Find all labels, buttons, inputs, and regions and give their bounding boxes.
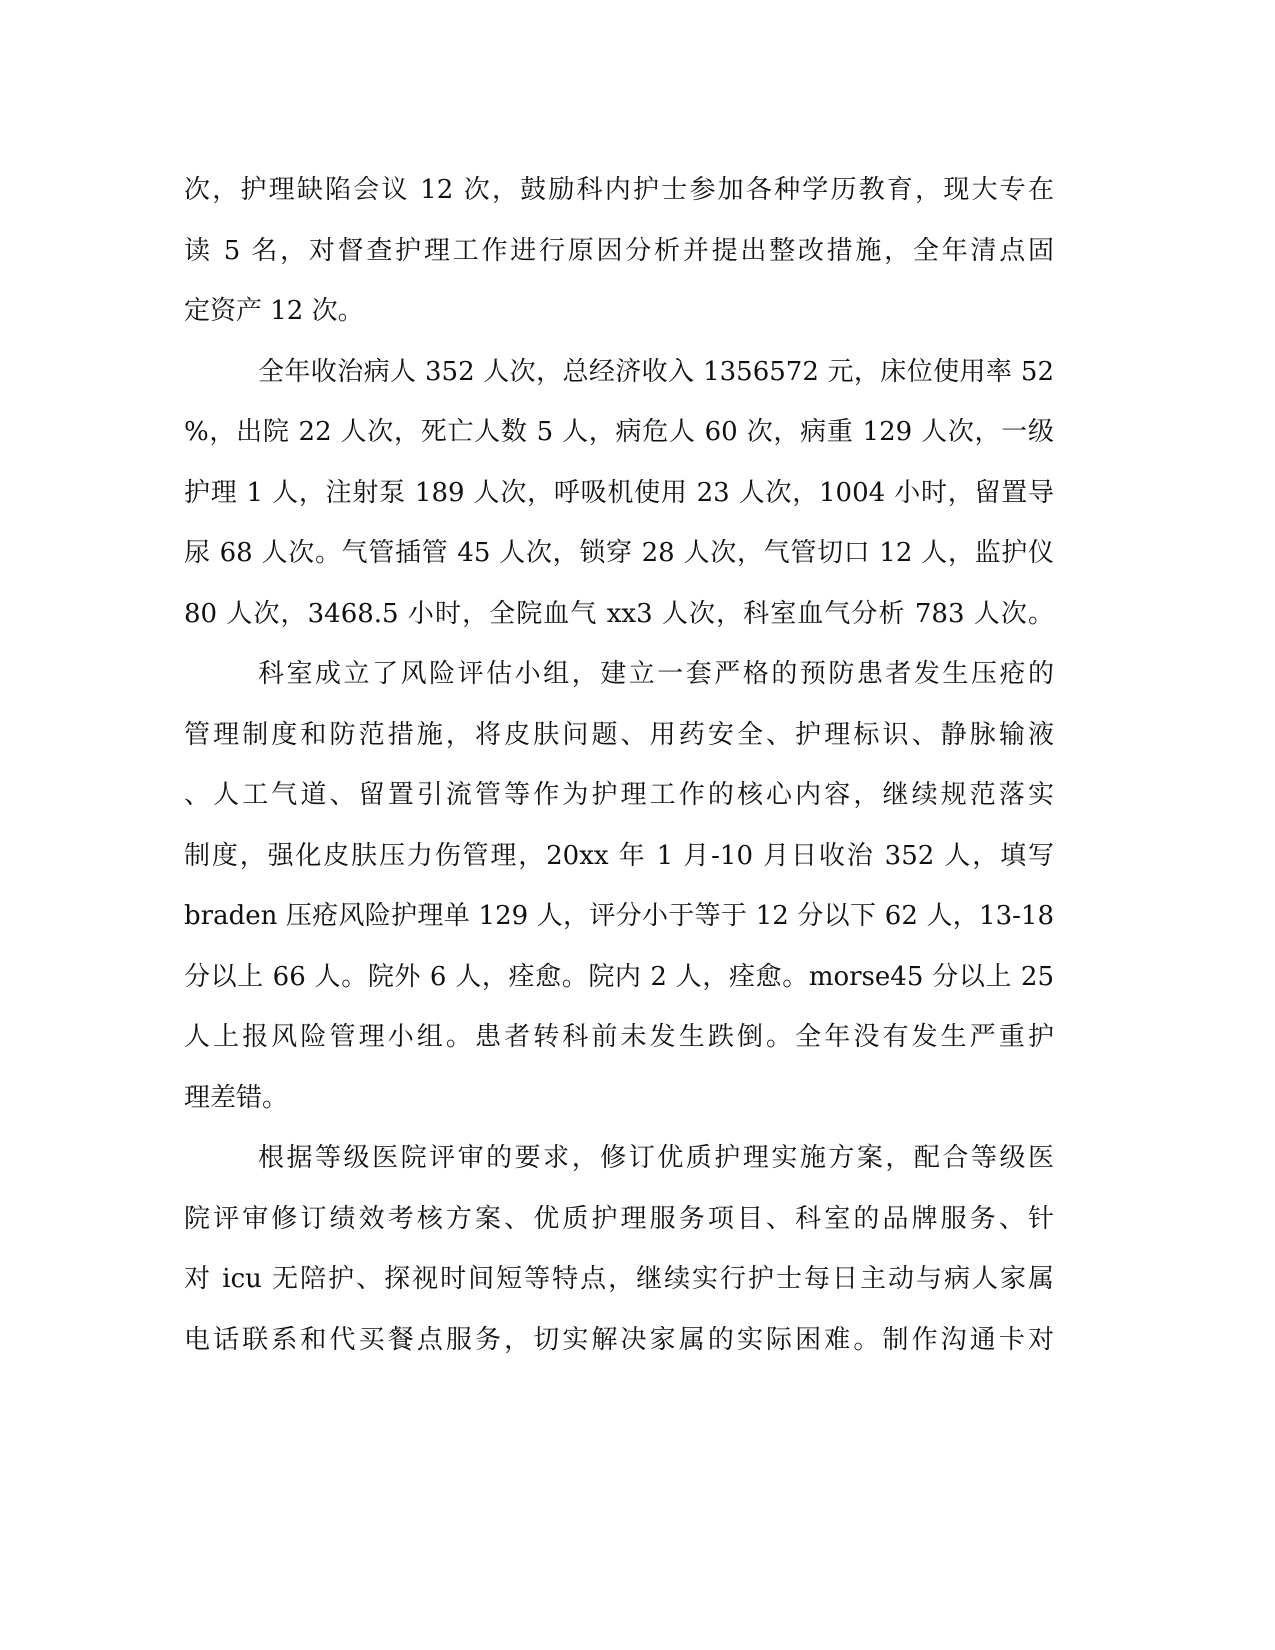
text-line: 制度，强化皮肤压力伤管理，20xx 年 1 月-10 月日收治 352 人，填写 bbox=[184, 840, 1054, 871]
text-line: 定资产 12 次。 bbox=[184, 296, 364, 326]
text-line: 管理制度和防范措施，将皮肤问题、用药安全、护理标识、静脉输液 bbox=[184, 719, 1054, 750]
text-line: 院评审修订绩效考核方案、优质护理服务项目、科室的品牌服务、针 bbox=[184, 1203, 1054, 1234]
paragraph bbox=[184, 644, 1054, 1128]
text-line: 根据等级医院评审的要求，修订优质护理实施方案，配合等级医 bbox=[258, 1143, 1054, 1173]
paragraph bbox=[184, 342, 1054, 645]
text-line: 人上报风险管理小组。患者转科前未发生跌倒。全年没有发生严重护 bbox=[184, 1022, 1054, 1052]
paragraph bbox=[184, 1128, 1054, 1370]
document-body bbox=[184, 160, 1054, 1370]
text-line: 护理 1 人，注射泵 189 人次，呼吸机使用 23 人次，1004 小时，留置导 bbox=[184, 477, 1054, 508]
text-line: 次，护理缺陷会议 12 次，鼓励科内护士参加各种学历教育，现大专在 bbox=[184, 175, 1054, 205]
text-line: 、人工气道、留置引流管等作为护理工作的核心内容，继续规范落实 bbox=[184, 780, 1054, 810]
text-line: braden 压疮风险护理单 129 人，评分小于等于 12 分以下 62 人，13-18 bbox=[184, 901, 1054, 931]
text-line: 尿 68 人次。气管插管 45 人次，锁穿 28 人次，气管切口 12 人，监护仪 bbox=[184, 538, 1054, 568]
text-line: 80 人次，3468.5 小时，全院血气 xx3 人次，科室血气分析 783 人次。 bbox=[184, 598, 1054, 629]
text-line: 分以上 66 人。院外 6 人，痊愈。院内 2 人，痊愈。morse45 分以上 25 bbox=[184, 961, 1054, 992]
text-line: 对 icu 无陪护、探视时间短等特点，继续实行护士每日主动与病人家属 bbox=[184, 1264, 1054, 1294]
text-line: 读 5 名，对督查护理工作进行原因分析并提出整改措施，全年清点固 bbox=[184, 235, 1054, 266]
text-line: 理差错。 bbox=[184, 1082, 289, 1113]
text-line: %，出院 22 人次，死亡人数 5 人，病危人 60 次，病重 129 人次，一级 bbox=[184, 417, 1054, 447]
text-line: 电话联系和代买餐点服务，切实解决家属的实际困难。制作沟通卡对 bbox=[184, 1324, 1054, 1355]
paragraph bbox=[184, 160, 1054, 342]
text-line: 科室成立了风险评估小组，建立一套严格的预防患者发生压疮的 bbox=[258, 659, 1054, 689]
text-line: 全年收治病人 352 人次，总经济收入 1356572 元，床位使用率 52 bbox=[258, 356, 1054, 387]
